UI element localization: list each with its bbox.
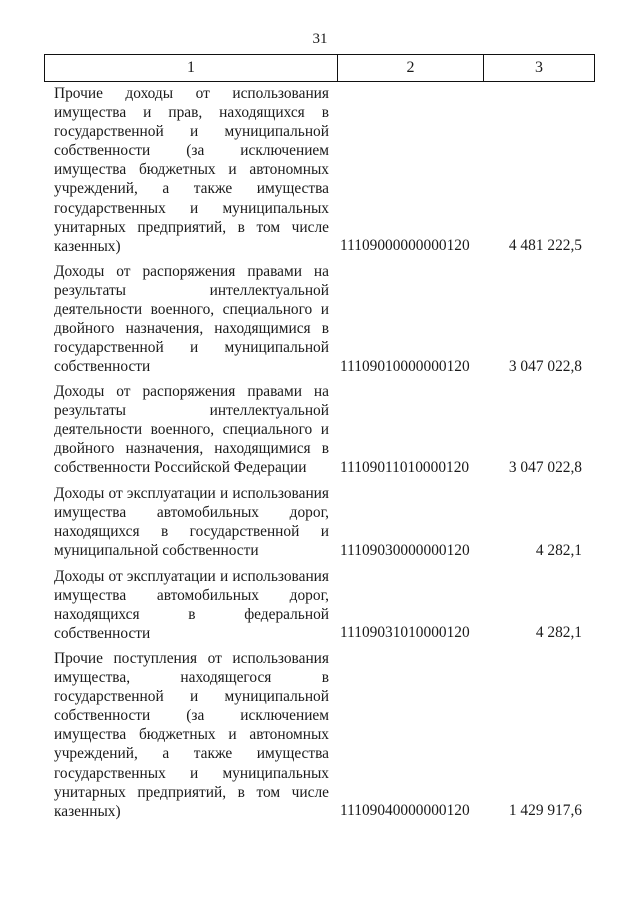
row-description: Доходы от распоряжения правами на результаты интеллектуальной деятельности военного, специального и двойного назначения, находящимися в собственности Российской Федерации — [54, 383, 329, 477]
column-header-2: 2 — [338, 55, 484, 81]
row-code: 11109000000000120 — [340, 237, 470, 254]
row-code: 11109030000000120 — [340, 542, 470, 559]
row-code: 11109031010000120 — [340, 624, 470, 641]
row-description: Прочие поступления от использования имущества, находящегося в государственной и муниципальной собственности (за исключением имущества бюджетных и автономных учреждений, а также имущества государственных и муниципальных унитарных предприятий, в том числе казенных) — [54, 650, 329, 820]
column-header-3: 3 — [535, 59, 543, 76]
row-description: Доходы от эксплуатации и использования имущества автомобильных дорог, находящихся в федеральной собственности — [54, 568, 329, 643]
row-amount: 3 047 022,8 — [508, 459, 582, 476]
row-description: Доходы от распоряжения правами на результаты интеллектуальной деятельности военного, специального и двойного назначения, находящимися в государственной и муниципальной собственности — [54, 263, 329, 376]
row-code: 11109010000000120 — [340, 358, 470, 375]
row-description: Прочие доходы от использования имущества и прав, находящихся в государственной и муниципальной собственности (за исключением имущества бюджетных и автономных учреждений, а также имущества государственных и муниципальных унитарных предприятий, в том числе казенных) — [54, 85, 329, 255]
row-description: Доходы от эксплуатации и использования имущества автомобильных дорог, находящихся в государственной и муниципальной собственности — [54, 485, 329, 560]
row-code: 11109040000000120 — [340, 802, 470, 819]
row-amount: 4 481 222,5 — [508, 237, 582, 254]
row-amount: 3 047 022,8 — [508, 358, 582, 375]
column-header-1: 1 — [45, 55, 338, 81]
page-number: 31 — [312, 31, 328, 47]
row-amount: 1 429 917,6 — [508, 802, 582, 819]
row-code: 11109011010000120 — [340, 459, 470, 476]
row-amount: 4 282,1 — [535, 542, 582, 559]
row-amount: 4 282,1 — [535, 624, 582, 641]
